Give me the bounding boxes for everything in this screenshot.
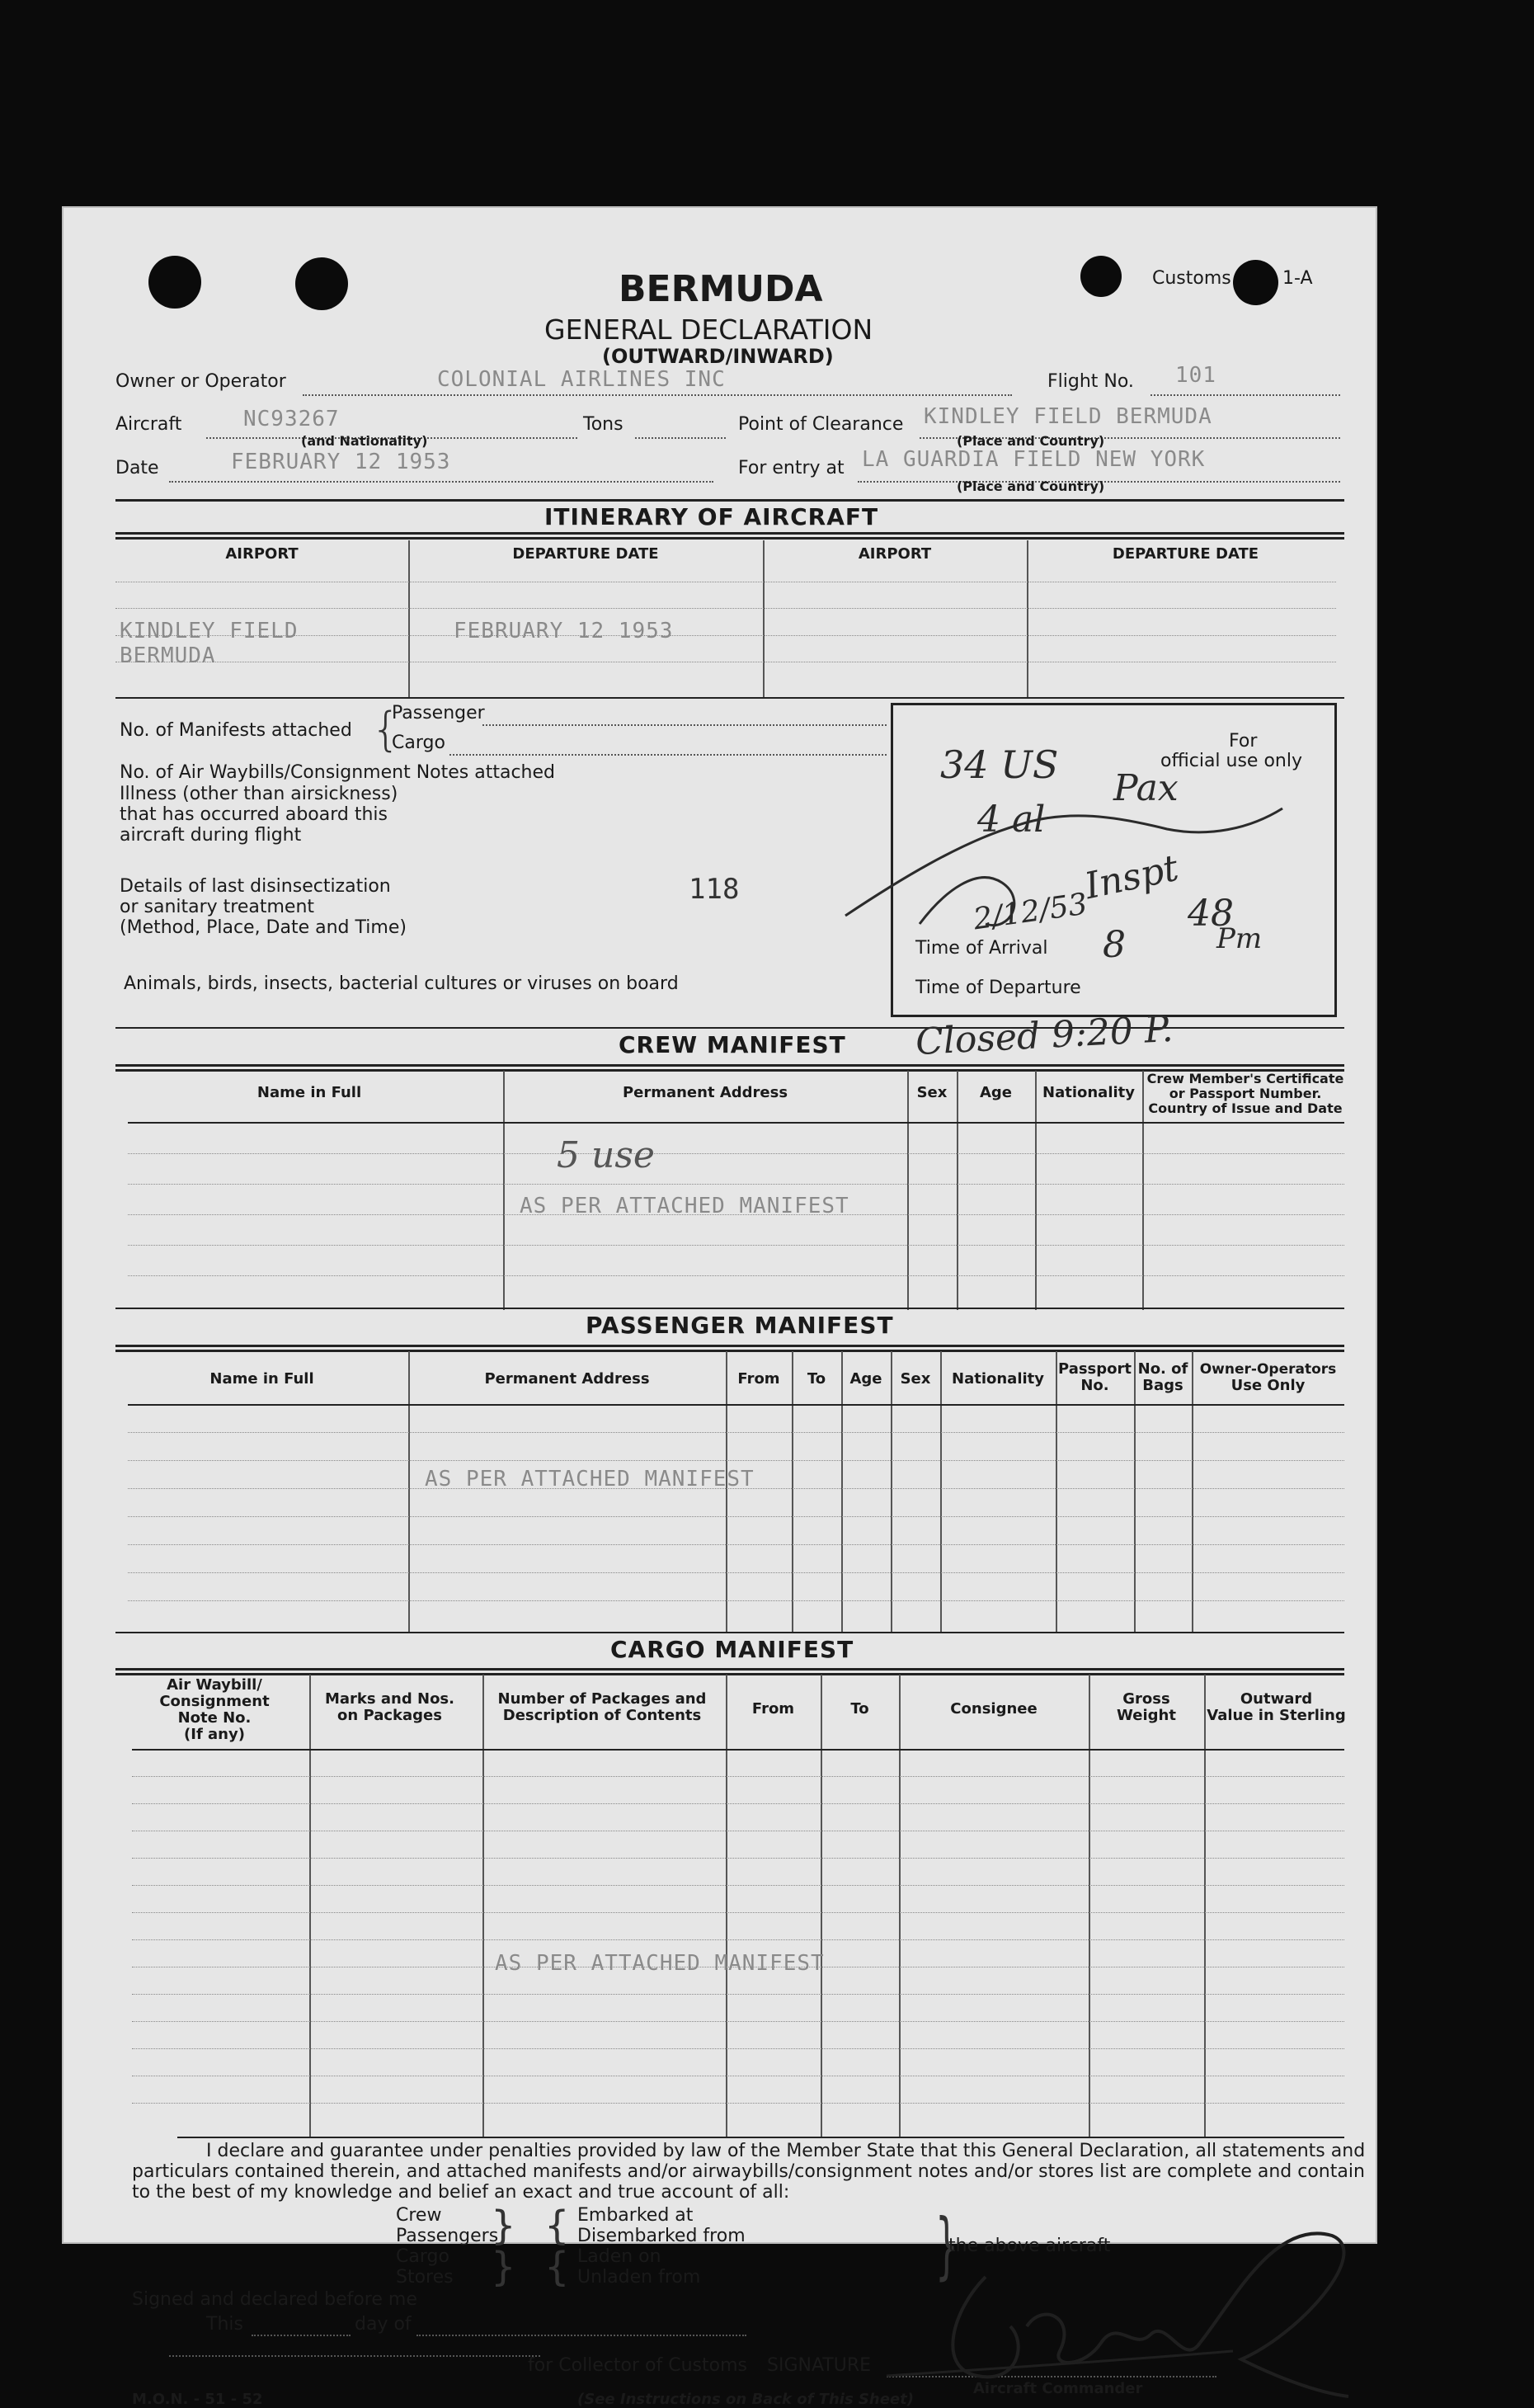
declaration-embarked: Embarked at [577,2205,694,2226]
cargo-row-line [132,1858,1344,1859]
departure-time-label: Time of Departure [915,978,1081,998]
disinsect-value: 118 [689,873,740,906]
cargo-col-consignee: Consignee [950,1700,1038,1718]
itinerary-col-airport-2: AIRPORT [858,545,932,563]
declaration-this-line [252,2335,351,2336]
passenger-value: AS PER ATTACHED MANIFEST [425,1467,755,1491]
declaration-unladen: Unladen from [577,2267,701,2288]
cargo-header-rule [115,1668,1344,1675]
itinerary-header-rule [115,532,1344,540]
cargo-row-line [132,1885,1344,1886]
crew-handwritten: 5 use [557,1134,655,1176]
cargo-row-line [132,2048,1344,2049]
cargo-col-waybill-2: Consignment [159,1693,270,1710]
flight-label: Flight No. [1047,371,1134,392]
animals-label: Animals, birds, insects, bacterial cultures or viruses on board [124,973,679,994]
passenger-divider [1134,1351,1136,1632]
official-note-7: 48 [1188,893,1234,935]
crew-closed-note: Closed 9:20 P. [914,1007,1174,1064]
entry-label: For entry at [738,458,845,478]
date-label: Date [115,458,159,478]
passenger-divider [726,1351,727,1632]
cargo-row-line [132,1939,1344,1940]
cargo-title: CARGO MANIFEST [610,1636,854,1663]
declaration-line-3: to the best of my knowledge and belief an exact and true account of all: [132,2182,790,2203]
crew-col-address: Permanent Address [622,1084,788,1101]
itinerary-departure-1: FEBRUARY 12 1953 [454,619,674,643]
disinsect-label-2: or sanitary treatment [120,897,315,917]
cargo-divider [726,1675,727,2137]
crew-divider [907,1071,909,1310]
punch-hole-left [148,256,201,309]
declaration-sheet [62,206,1377,2408]
itinerary-col-departure-1: DEPARTURE DATE [512,545,659,563]
cargo-col-gross-1: Gross [1122,1690,1170,1708]
cargo-col-packages-1: Number of Packages and [497,1690,707,1708]
crew-divider [503,1071,505,1310]
cargo-row-line [132,1776,1344,1777]
declaration-day-line [416,2335,746,2336]
crew-col-age: Age [979,1084,1013,1101]
form-ref-prefix: Customs [1152,268,1231,289]
official-use-label-1: For [1229,731,1258,752]
cargo-bottom-rule [177,2137,1344,2138]
passenger-row-line [128,1600,1344,1601]
passenger-row-line [128,1516,1344,1517]
crew-divider [1142,1071,1144,1310]
passenger-col-from: From [737,1370,780,1388]
passenger-divider [792,1351,793,1632]
punch-hole-mid [295,257,348,310]
crew-value: AS PER ATTACHED MANIFEST [520,1194,849,1218]
commander-signature [887,2203,1365,2401]
passenger-col-passport-2: No. [1080,1377,1109,1394]
entry-note: (Place and Country) [957,478,1105,494]
declaration-brace-2: } [491,2244,516,2290]
disinsect-label-1: Details of last disinsectization [120,876,391,897]
illness-label-1: Illness (other than airsickness) [120,784,398,804]
passenger-title: PASSENGER MANIFEST [586,1312,894,1339]
cargo-col-value-2: Value in Sterling [1207,1707,1346,1724]
cargo-col-value-1: Outward [1240,1690,1313,1708]
passenger-col-bags-2: Bags [1142,1377,1183,1394]
cargo-count-line [449,754,887,756]
passenger-row-line [128,1460,1344,1461]
cargo-row-line [132,1912,1344,1913]
declaration-brace-1: } [491,2203,516,2249]
crew-col-cert-3: Country of Issue and Date [1148,1100,1343,1116]
passenger-divider [841,1351,843,1632]
official-note-6: 8 [1103,924,1126,966]
cargo-divider [1089,1675,1090,2137]
illness-label-3: aircraft during flight [120,825,302,846]
official-note-3: 4 al [977,799,1046,841]
passenger-divider [1192,1351,1193,1632]
passenger-top-rule [115,1308,1344,1309]
crew-header-bottom [128,1122,1344,1124]
official-initials-signature [821,792,1315,940]
tons-line [635,437,726,439]
aircraft-value: NC93267 [243,407,340,431]
tons-label: Tons [583,414,623,435]
passenger-row-line [128,1572,1344,1573]
declaration-above-aircraft: the above aircraft [948,2236,1111,2256]
itinerary-top-rule [115,499,1344,502]
itinerary-airport-1: KINDLEY FIELD [120,619,299,643]
itinerary-col-airport-1: AIRPORT [225,545,299,563]
itinerary-col-departure-2: DEPARTURE DATE [1112,545,1259,563]
declaration-brace-4: { [544,2244,570,2290]
entry-value: LA GUARDIA FIELD NEW YORK [862,447,1206,472]
declaration-passengers: Passengers [396,2226,499,2246]
crew-divider [957,1071,958,1310]
instructions-note: (See Instructions on Back of This Sheet) [577,2391,914,2408]
aircraft-note: (and Nationality) [301,433,428,449]
passenger-col-address: Permanent Address [484,1370,650,1388]
official-note-1: 34 US [940,742,1059,787]
itinerary-divider-3 [1027,540,1028,697]
official-note-8: Pm [1216,922,1263,955]
passenger-col-age: Age [849,1370,882,1388]
collector-label: for Collector of Customs [528,2355,747,2376]
passenger-col-passport-1: Passport [1057,1360,1132,1378]
crew-row-line [128,1275,1344,1276]
aircraft-label: Aircraft [115,414,182,435]
collector-line [169,2355,540,2357]
owner-value: COLONIAL AIRLINES INC [437,367,726,392]
itinerary-bottom-rule [115,697,1344,699]
commander-label: Aircraft Commander [973,2380,1143,2397]
itinerary-divider-1 [408,540,410,697]
date-value: FEBRUARY 12 1953 [231,450,451,474]
crew-row-line [128,1153,1344,1154]
passenger-count-line [482,724,887,726]
passenger-divider [1056,1351,1057,1632]
cargo-count-label: Cargo [392,733,445,753]
itinerary-airport-2: BERMUDA [120,643,216,668]
disinsect-label-3: (Method, Place, Date and Time) [120,917,407,938]
official-use-label-2: official use only [1160,751,1302,771]
itinerary-row-line [115,608,1336,609]
passenger-header-rule [115,1345,1344,1352]
official-note-5: 2/12/53 [971,887,1089,937]
declaration-line-2: particulars contained therein, and attached manifests and/or airwaybills/consignment notes and/or stores list are complete and contain [132,2161,1365,2182]
passenger-col-to: To [807,1370,826,1388]
cargo-col-waybill-3: Note No. [177,1709,252,1727]
declaration-line-1: I declare and guarantee under penalties provided by law of the Member State that this General Declaration, all statements and [206,2141,1366,2161]
declaration-brace-3: { [544,2203,570,2249]
cargo-divider [309,1675,311,2137]
manifests-brace: { [371,703,401,756]
cargo-divider [821,1675,822,2137]
crew-row-line [128,1245,1344,1246]
form-ref-suffix: 1-A [1282,268,1313,289]
crew-divider [1035,1071,1037,1310]
cargo-value: AS PER ATTACHED MANIFEST [495,1951,825,1976]
passenger-col-name: Name in Full [209,1370,314,1388]
declaration-signed: Signed and declared before me [132,2289,417,2310]
cargo-col-marks-2: on Packages [337,1707,442,1724]
crew-title: CREW MANIFEST [619,1031,846,1058]
passenger-col-nationality: Nationality [952,1370,1044,1388]
crew-col-name: Name in Full [256,1084,362,1101]
declaration-this: This [206,2314,243,2335]
declaration-laden: Laden on [577,2246,661,2267]
cargo-col-waybill-4: (If any) [184,1726,245,1743]
doc-title: GENERAL DECLARATION [544,313,873,346]
passenger-row-line [128,1544,1344,1545]
declaration-crew: Crew [396,2205,442,2226]
passenger-divider [891,1351,892,1632]
illness-label-2: that has occurred aboard this [120,804,388,825]
cargo-row-line [132,1803,1344,1804]
passenger-col-sex: Sex [900,1370,931,1388]
arrival-label: Time of Arrival [915,938,1048,959]
declaration-disembarked: Disembarked from [577,2226,746,2246]
cargo-divider [1204,1675,1206,2137]
crew-col-cert-2: or Passport Number. [1169,1086,1322,1101]
cargo-col-gross-2: Weight [1117,1707,1176,1724]
country-title: BERMUDA [619,268,823,310]
flight-line [1150,394,1340,396]
cargo-divider [899,1675,901,2137]
declaration-cargo: Cargo [396,2246,449,2267]
cargo-row-line [132,1994,1344,1995]
cargo-divider [482,1675,484,2137]
date-line [169,481,713,483]
cargo-col-packages-2: Description of Contents [502,1707,702,1724]
itinerary-row-line [115,635,1336,636]
owner-line [303,394,1012,396]
punch-hole-right-b [1233,260,1278,305]
flight-value: 101 [1175,363,1216,388]
official-note-4: Inspt [1080,846,1183,908]
passenger-divider [408,1351,410,1632]
clearance-label: Point of Clearance [738,414,904,435]
cargo-row-line [132,2103,1344,2104]
crew-col-cert-1: Crew Member's Certificate [1146,1071,1344,1086]
declaration-stores: Stores [396,2267,454,2288]
clearance-note: (Place and Country) [957,433,1105,449]
itinerary-title: ITINERARY OF AIRCRAFT [544,503,879,530]
passenger-col-owner-2: Use Only [1230,1377,1306,1394]
signature-label: SIGNATURE [767,2355,872,2376]
official-note-2: Pax [1113,767,1179,809]
form-number: M.O.N. - 51 - 52 [132,2391,263,2408]
clearance-value: KINDLEY FIELD BERMUDA [924,404,1212,429]
declaration-day-of: day of [355,2314,412,2335]
cargo-col-marks-1: Marks and Nos. [325,1690,454,1708]
cargo-col-waybill-1: Air Waybill/ [167,1676,262,1694]
doc-subtitle: (OUTWARD/INWARD) [602,345,834,368]
cargo-row-line [132,2021,1344,2022]
passenger-col-owner-1: Owner-Operators [1199,1361,1337,1378]
punch-hole-right-a [1080,256,1122,297]
passenger-row-line [128,1432,1344,1433]
owner-label: Owner or Operator [115,371,286,392]
crew-row-line [128,1184,1344,1185]
passenger-count-label: Passenger [392,703,485,723]
itinerary-divider-2 [763,540,765,697]
cargo-top-rule [115,1632,1344,1633]
manifests-label: No. of Manifests attached [120,720,352,741]
passenger-col-bags-1: No. of [1137,1360,1188,1378]
declaration-brace-5: } [935,2203,958,2288]
cargo-header-bottom [132,1749,1344,1751]
cargo-col-to: To [850,1700,869,1718]
passenger-header-bottom [128,1404,1344,1406]
cargo-col-from: From [751,1700,795,1718]
crew-col-nationality: Nationality [1042,1084,1135,1101]
waybills-label: No. of Air Waybills/Consignment Notes attached [120,762,555,783]
crew-col-sex: Sex [916,1084,948,1101]
passenger-divider [940,1351,942,1632]
